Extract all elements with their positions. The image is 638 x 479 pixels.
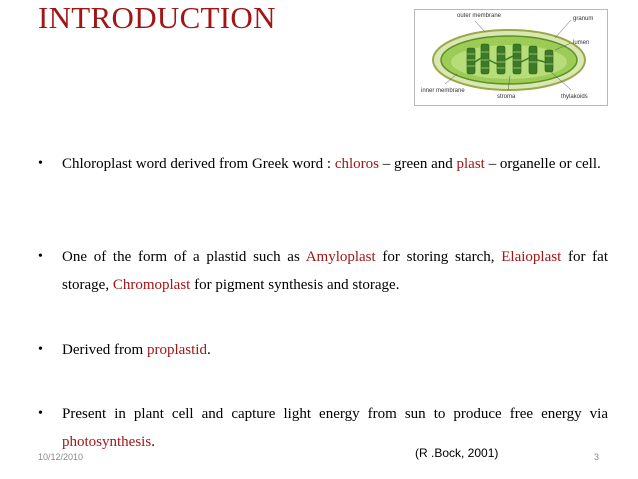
label-granum: granum [573, 16, 594, 22]
term-amyloplast: Amyloplast [305, 249, 376, 265]
term-plast: plast [456, 156, 485, 172]
text-segment: Derived from [62, 342, 147, 358]
text-segment: Chloroplast word derived from Greek word : [62, 156, 335, 172]
footer-reference: (R .Bock, 2001) [415, 446, 499, 460]
term-photosynthesis: photosynthesis [62, 434, 152, 450]
bullet-marker: • [38, 406, 43, 421]
text-segment: One of the form of a plastid such as [62, 249, 306, 265]
text-segment: for pigment synthesis and storage. [190, 277, 400, 293]
text-segment: – organelle or cell. [484, 156, 601, 172]
bullet-marker: • [38, 156, 43, 171]
text-segment: . [151, 434, 155, 450]
chloroplast-illustration [415, 10, 607, 105]
footer-date: 10/12/2010 [38, 452, 84, 462]
text-segment: – green and [379, 156, 457, 172]
bullet-text-3 [62, 336, 608, 364]
label-thylakoids: thylakoids [561, 94, 588, 100]
text-segment: for storing starch, [375, 249, 502, 265]
label-stroma: stroma [497, 94, 516, 100]
bullet-text-4 [62, 400, 608, 456]
bullet-item-3 [38, 336, 608, 366]
term-elaioplast: Elaioplast [501, 249, 562, 265]
text-segment: . [206, 342, 211, 358]
slide-title: INTRODUCTION [38, 0, 276, 35]
bullet-item-2 [38, 243, 608, 303]
term-chromoplast: Chromoplast [112, 277, 191, 293]
page-number: 3 [594, 452, 600, 462]
bullet-marker: • [38, 249, 43, 264]
bullet-item-4 [38, 400, 608, 460]
term-chloros: chloros [334, 156, 380, 172]
chloroplast-diagram [414, 9, 608, 106]
text-segment: Present in plant cell and capture light energy from sun to produce free energy via [62, 406, 608, 422]
bullet-item-1 [38, 150, 608, 210]
bullet-text-2 [62, 243, 608, 299]
text-segment: for fat storage, [62, 249, 608, 293]
label-lumen: lumen [573, 40, 590, 46]
bullet-text-1 [62, 150, 608, 178]
label-inner-membrane: inner membrane [421, 88, 465, 94]
term-proplastid: proplastid [146, 342, 207, 358]
label-outer-membrane: outer membrane [457, 13, 502, 19]
bullet-marker: • [38, 342, 43, 357]
